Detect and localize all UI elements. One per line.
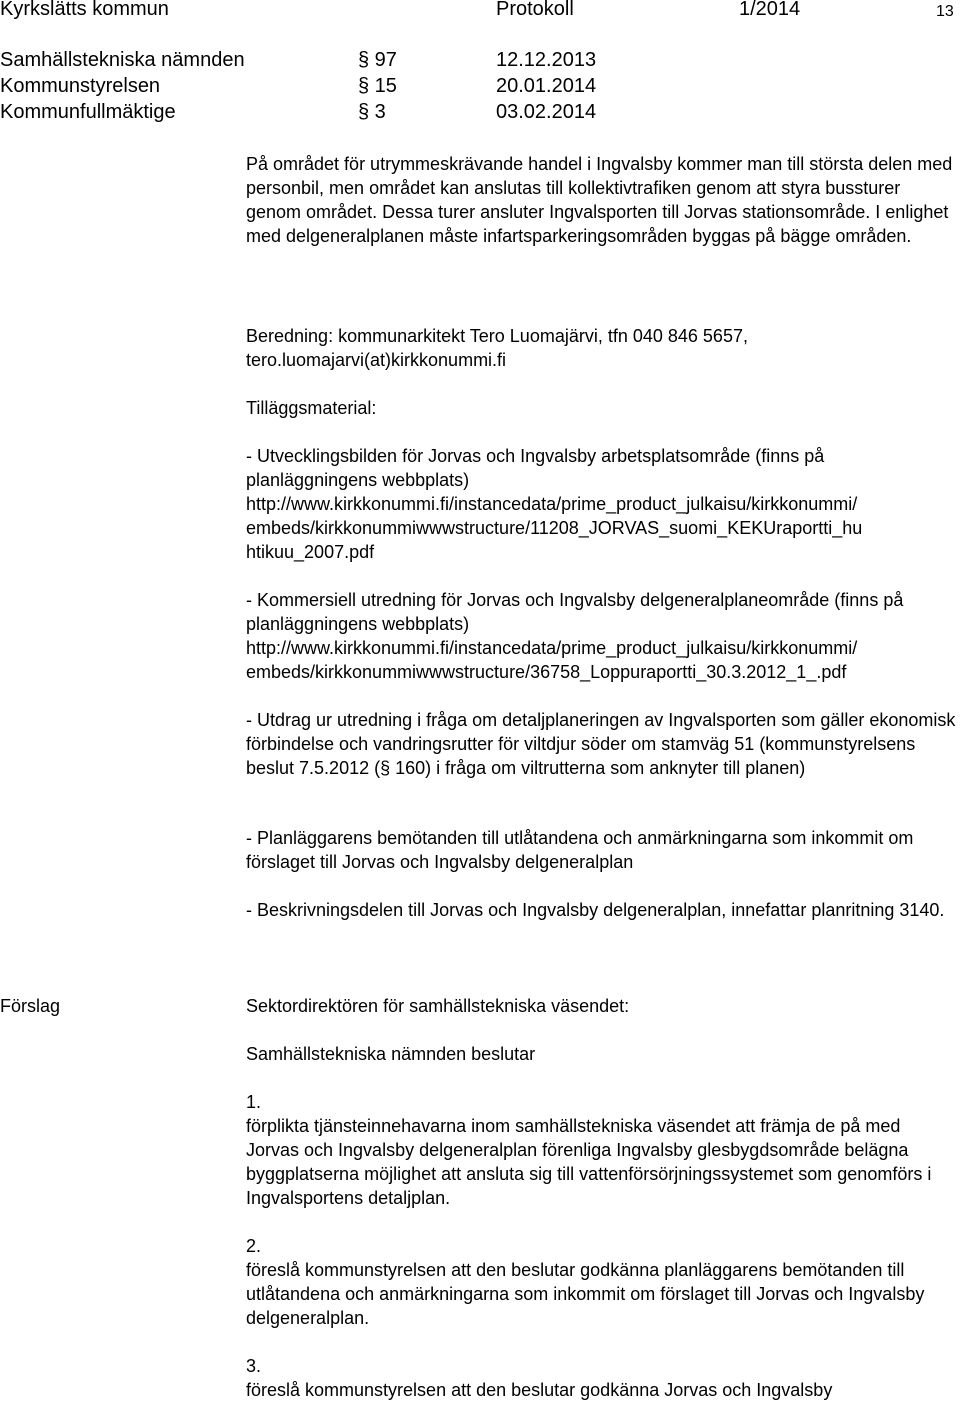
decision-text: föreslå kommunstyrelsen att den beslutar godkänna planläggarens bemötanden till utlåtandena och anmärkningarna som inkommit om förslaget till Jorvas och Ingvalsby delgeneralplan. bbox=[246, 1260, 925, 1328]
supplementary-heading: Tilläggsmaterial: bbox=[246, 398, 377, 418]
sector-director-line: Sektordirektören för samhällstekniska väsendet: bbox=[246, 996, 630, 1016]
session-body: Kommunstyrelsen bbox=[0, 75, 161, 97]
decision-number: 1. bbox=[246, 1092, 262, 1112]
preparation-info bbox=[246, 324, 958, 372]
preparer-line: Beredning: kommunarkitekt Tero Luomajärvi, tfn 040 846 5657, bbox=[246, 326, 748, 346]
proposal-label: Förslag bbox=[0, 996, 61, 1016]
decision-text: förplikta tjänsteinnehavarna inom samhällstekniska väsendet att främja de på med Jorvas och Ingvalsby delgeneralplan förenliga Ingvalsby glesbygdsområde belägna byggplatserna möjlighet att ansluta sig till vattenförsörjningssystemet som genomförs i Ingvalsportens detaljplan. bbox=[246, 1116, 932, 1208]
session-body: Samhällstekniska nämnden bbox=[0, 49, 245, 71]
intro-paragraph: På området för utrymmeskrävande handel i Ingvalsby kommer man till största delen med personbil, men området kan anslutas till kollektivtrafiken genom att styra bussturer genom området. Dessa turer ansluter Ingvalsporten till Jorvas stationsområde. I enlighet med delgeneralplanen måste infartsparkeringsområden byggas på bägge områden. bbox=[246, 154, 953, 246]
session-date: 03.02.2014 bbox=[496, 101, 597, 123]
attachment-description: - Beskrivningsdelen till Jorvas och Ingvalsby delgeneralplan, innefattar planritning 3140. bbox=[246, 900, 945, 920]
attachment-description: - Utvecklingsbilden för Jorvas och Ingvalsby arbetsplatsområde (finns på planläggningens webbplats) bbox=[246, 446, 825, 490]
attachment-item bbox=[246, 588, 958, 684]
protocol-issue: 1/2014 bbox=[739, 0, 801, 20]
board-decides-line: Samhällstekniska nämnden beslutar bbox=[246, 1044, 536, 1064]
preparer-email: tero.luomajarvi(at)kirkkonummi.fi bbox=[246, 350, 507, 370]
attachment-link[interactable]: embeds/kirkkonummiwwwstructure/36758_Loppuraportti_30.3.2012_1_.pdf bbox=[246, 662, 847, 682]
decision-item bbox=[246, 1234, 958, 1330]
session-section: § 15 bbox=[358, 75, 397, 97]
attachment-description: - Utdrag ur utredning i fråga om detaljplaneringen av Ingvalsporten som gäller ekonomisk förbindelse och vandringsrutter för viltdjur söder om stamväg 51 (kommunstyrelsens beslut 7.5.2012 (§ 160) i fråga om viltrutterna som anknyter till planen) bbox=[246, 710, 956, 778]
attachment-item bbox=[246, 444, 958, 564]
attachment-link[interactable]: embeds/kirkkonummiwwwstructure/11208_JORVAS_suomi_KEKUraportti_hu bbox=[246, 518, 863, 538]
municipality-name: Kyrkslätts kommun bbox=[0, 0, 169, 20]
session-section: § 3 bbox=[358, 101, 386, 123]
attachment-link[interactable]: htikuu_2007.pdf bbox=[246, 542, 375, 562]
page-number: 13 bbox=[936, 3, 954, 20]
attachment-description: - Kommersiell utredning för Jorvas och Ingvalsby delgeneralplaneområde (finns på planläggningens webbplats) bbox=[246, 590, 904, 634]
decision-item bbox=[246, 1090, 958, 1210]
attachment-link[interactable]: http://www.kirkkonummi.fi/instancedata/prime_product_julkaisu/kirkkonummi/ bbox=[246, 494, 858, 514]
decision-number: 3. bbox=[246, 1356, 262, 1376]
decision-text: föreslå kommunstyrelsen att den beslutar godkänna Jorvas och Ingvalsby bbox=[246, 1380, 833, 1400]
session-body: Kommunfullmäktige bbox=[0, 101, 176, 123]
session-date: 12.12.2013 bbox=[496, 49, 597, 71]
decision-number: 2. bbox=[246, 1236, 262, 1256]
attachment-link[interactable]: http://www.kirkkonummi.fi/instancedata/prime_product_julkaisu/kirkkonummi/ bbox=[246, 638, 858, 658]
session-section: § 97 bbox=[358, 49, 397, 71]
decision-item bbox=[246, 1354, 958, 1402]
attachment-description: - Planläggarens bemötanden till utlåtandena och anmärkningarna som inkommit om förslaget till Jorvas och Ingvalsby delgeneralplan bbox=[246, 828, 914, 872]
session-date: 20.01.2014 bbox=[496, 75, 597, 97]
document-type: Protokoll bbox=[496, 0, 574, 20]
